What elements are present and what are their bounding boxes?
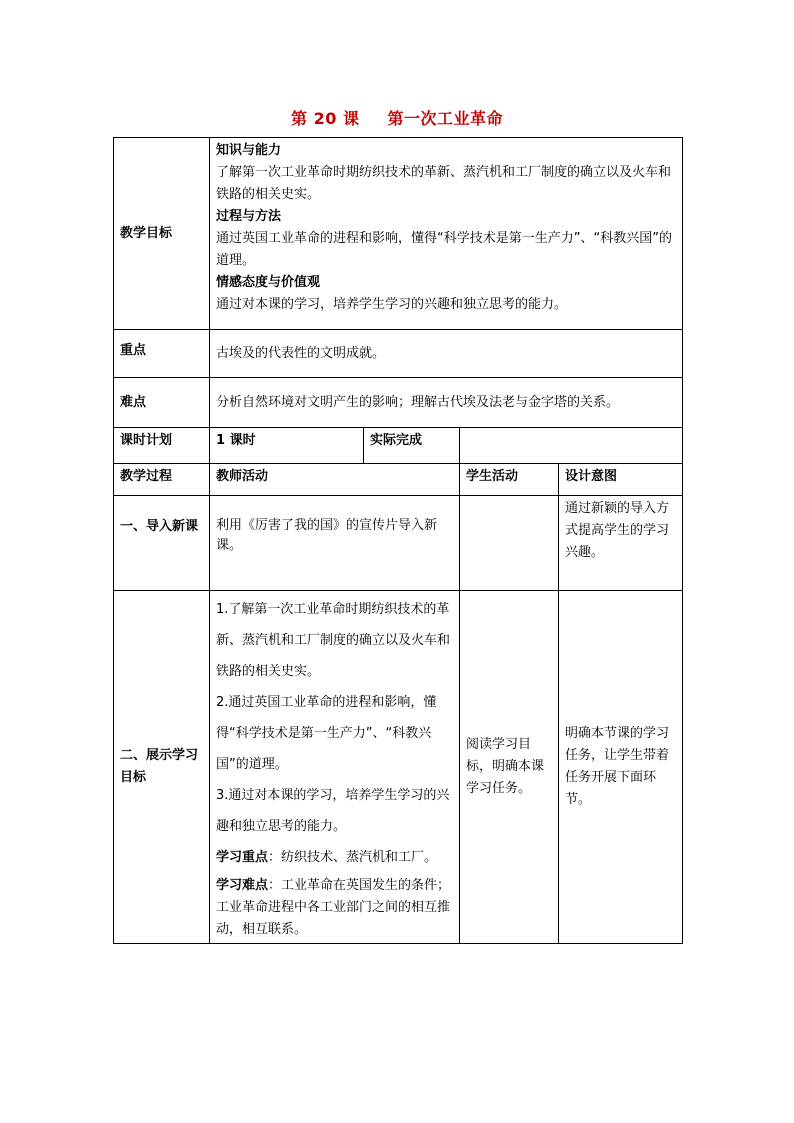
teacher-item: 1.了解第一次工业革命时期纺织技术的革新、蒸汽机和工厂制度的确立以及火车和铁路的相关史实。 <box>216 602 451 679</box>
teacher-item: 2.通过英国工业革命的进程和影响，懂得“科学技术是第一生产力”、“科教兴国”的道理。 <box>216 695 437 772</box>
header-teacher: 教师活动 <box>210 464 460 496</box>
difficulty-text: 分析自然环境对文明产生的影响；理解古代埃及法老与金字塔的关系。 <box>210 378 683 428</box>
difficulty-row <box>114 378 683 428</box>
key-point-label: 重点 <box>114 330 210 378</box>
learning-difficulty-text: ：工业革命在英国发生的条件；工业革命进程中各工业部门之间的相互推动，相互联系。 <box>216 878 451 937</box>
header-intent: 设计意图 <box>559 464 683 496</box>
emotion-heading: 情感态度与价值观 <box>216 275 321 290</box>
schedule-label: 课时计划 <box>114 428 210 464</box>
step-row <box>114 496 683 591</box>
key-point-text: 古埃及的代表性的文明成就。 <box>210 330 683 378</box>
schedule-value: 1 课时 <box>210 428 364 464</box>
page-title <box>0 106 794 129</box>
header-student: 学生活动 <box>460 464 559 496</box>
step-student <box>460 496 559 591</box>
step-intent: 明确本节课的学习任务，让学生带着任务开展下面环节。 <box>559 591 683 944</box>
step-intent: 通过新颖的导入方式提高学生的学习兴趣。 <box>559 496 683 591</box>
process-header-row <box>114 464 683 496</box>
process-text: 通过英国工业革命的进程和影响，懂得“科学技术是第一生产力”、“科教兴国”的道理。 <box>216 231 672 268</box>
lesson-plan-table <box>113 137 683 944</box>
step-row <box>114 591 683 944</box>
knowledge-heading: 知识与能力 <box>216 143 282 158</box>
step-teacher: 利用《厉害了我的国》的宣传片导入新课。 <box>210 496 460 591</box>
step-name: 一、导入新课 <box>114 496 210 591</box>
objectives-row <box>114 138 683 330</box>
schedule-row <box>114 428 683 464</box>
lesson-number: 第 20 课 <box>291 109 360 128</box>
process-heading: 过程与方法 <box>216 209 282 224</box>
difficulty-label: 难点 <box>114 378 210 428</box>
learning-difficulty-label: 学习难点 <box>216 878 269 893</box>
actual-value <box>460 428 683 464</box>
learning-difficulty <box>216 875 453 941</box>
objectives-label: 教学目标 <box>114 138 210 330</box>
knowledge-text: 了解第一次工业革命时期纺织技术的革新、蒸汽机和工厂制度的确立以及火车和铁路的相关史实。 <box>216 165 672 202</box>
key-point-row <box>114 330 683 378</box>
learning-key-label: 学习重点 <box>216 850 269 865</box>
objectives-content <box>210 138 683 330</box>
learning-key-text: ：纺织技术、蒸汽机和工厂。 <box>268 850 438 865</box>
step-student: 阅读学习目标，明确本课学习任务。 <box>460 591 559 944</box>
teacher-item: 3.通过对本课的学习，培养学生学习的兴趣和独立思考的能力。 <box>216 788 450 834</box>
lesson-name: 第一次工业革命 <box>387 109 503 128</box>
step-name: 二、展示学习目标 <box>114 591 210 944</box>
learning-key <box>216 842 453 873</box>
step-teacher <box>210 591 460 944</box>
header-process: 教学过程 <box>114 464 210 496</box>
actual-label: 实际完成 <box>364 428 460 464</box>
emotion-text: 通过对本课的学习，培养学生学习的兴趣和独立思考的能力。 <box>216 297 568 312</box>
